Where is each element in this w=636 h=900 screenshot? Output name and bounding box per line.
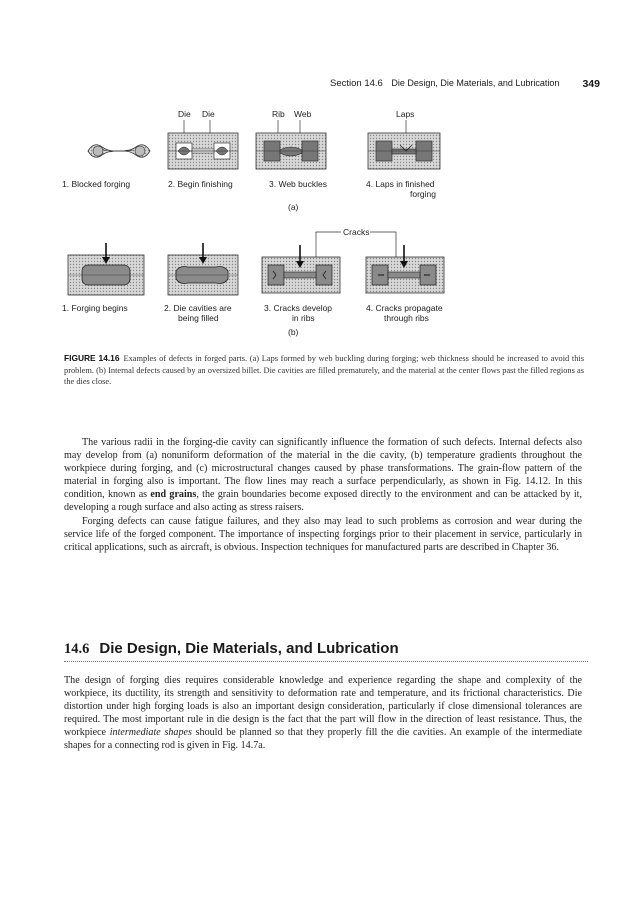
label-die-2: Die (202, 109, 215, 119)
caption-a4-line1: 4. Laps in finished (366, 179, 435, 189)
caption-a4-line2: forging (410, 189, 436, 199)
section-title: Die Design, Die Materials, and Lubrication (99, 640, 399, 657)
panel-label-a: (a) (288, 202, 299, 212)
cracks-develop-drawing (262, 245, 340, 293)
forging-defects-figure (60, 95, 580, 340)
caption-b3-line1: 3. Cracks develop (264, 303, 333, 313)
label-die-1: Die (178, 109, 191, 119)
cracks-propagate-drawing (366, 245, 444, 293)
caption-b2-line1: 2. Die cavities are (164, 303, 232, 313)
figure-caption (64, 353, 584, 388)
running-header (330, 78, 600, 89)
blocked-forging-drawing (88, 145, 150, 158)
para3-text-a: The design of forging dies requires considerable knowledge and experience regarding the shape and complexity of the workpiece, its ductility, its strength and sensitivity to deformation rate and temperature, and its frictional characteristics. Die distortion under high forging loads is also an important design consideration, particularly if close dimensional tolerances are required. The most important rule in die design is the fact that the part will flow in the direction of least resistance. Thus, the workpiece (64, 675, 582, 739)
term-end-grains: end grains (150, 489, 197, 501)
page-number: 349 (582, 78, 600, 90)
section-number: 14.6 (64, 641, 90, 657)
para1-text-a: The various radii in the forging-die cavity can significantly influence the formation of such defects. Internal defects also may develop from (a) nonuniform deformation of the material in the die cavity, (b) temperature gradients throughout the workpiece during forging, and (c) microstructural changes caused by phase transformations. The grain-flow pattern of the material in forging also is important. The flow lines may reach a surface perpendicularly, as shown in Fig. 14.12. In this condition, known as (64, 437, 582, 501)
caption-b4-line1: 4. Cracks propagate (366, 303, 443, 313)
para3-text-b: should be planned so that they properly fill the die cavities. An example of the intermediate shapes for a connecting rod is given in Fig. 14.7a. (64, 727, 582, 752)
caption-b4-line2: through ribs (384, 313, 429, 323)
forging-begins-drawing (68, 243, 144, 295)
header-section: Section 14.6 (330, 78, 383, 89)
term-intermediate-shapes: intermediate shapes (109, 727, 192, 739)
caption-b2-line2: being filled (178, 313, 219, 323)
section-rule (64, 661, 588, 662)
laps-finished-drawing (368, 133, 440, 169)
web-buckles-drawing (256, 133, 326, 169)
label-rib: Rib (272, 109, 285, 119)
figure-label: FIGURE 14.16 (64, 353, 120, 363)
caption-a1: 1. Blocked forging (62, 179, 131, 189)
panel-label-b: (b) (288, 327, 299, 337)
body-text-upper (64, 436, 582, 554)
figure-caption-text: Examples of defects in forged parts. (a) Laps formed by web buckling during forging; web thickness should be increased to avoid this problem. (b) Internal defects caused by an oversized billet. Die cavities are filled prematurely, and the material at the center flows past the filled regions as the dies close. (64, 354, 584, 387)
para1-text-b: , the grain boundaries become exposed directly to the environment and can be attacked by it, developing a rough surface and also acting as stress raisers. (64, 489, 582, 514)
caption-a3: 3. Web buckles (269, 179, 327, 189)
label-laps: Laps (396, 109, 415, 119)
label-cracks: Cracks (343, 227, 370, 237)
header-title: Die Design, Die Materials, and Lubrication (391, 78, 560, 88)
body-text-lower (64, 674, 582, 753)
paragraph-3 (64, 674, 582, 753)
label-web: Web (294, 109, 312, 119)
caption-b1: 1. Forging begins (62, 303, 128, 313)
caption-b3-line2: in ribs (292, 313, 315, 323)
section-heading (64, 640, 584, 658)
cavities-filling-drawing (168, 243, 238, 295)
paragraph-2: Forging defects can cause fatigue failures, and they also may lead to such problems as corrosion and wear during the service life of the forged component. The importance of inspecting forgings prior to their placement in service, particularly in critical applications, such as aircraft, is obvious. Inspection techniques for manufactured parts are described in Chapter 36. (64, 515, 582, 553)
begin-finishing-drawing (168, 133, 238, 169)
caption-a2: 2. Begin finishing (168, 179, 233, 189)
paragraph-1 (64, 436, 582, 515)
